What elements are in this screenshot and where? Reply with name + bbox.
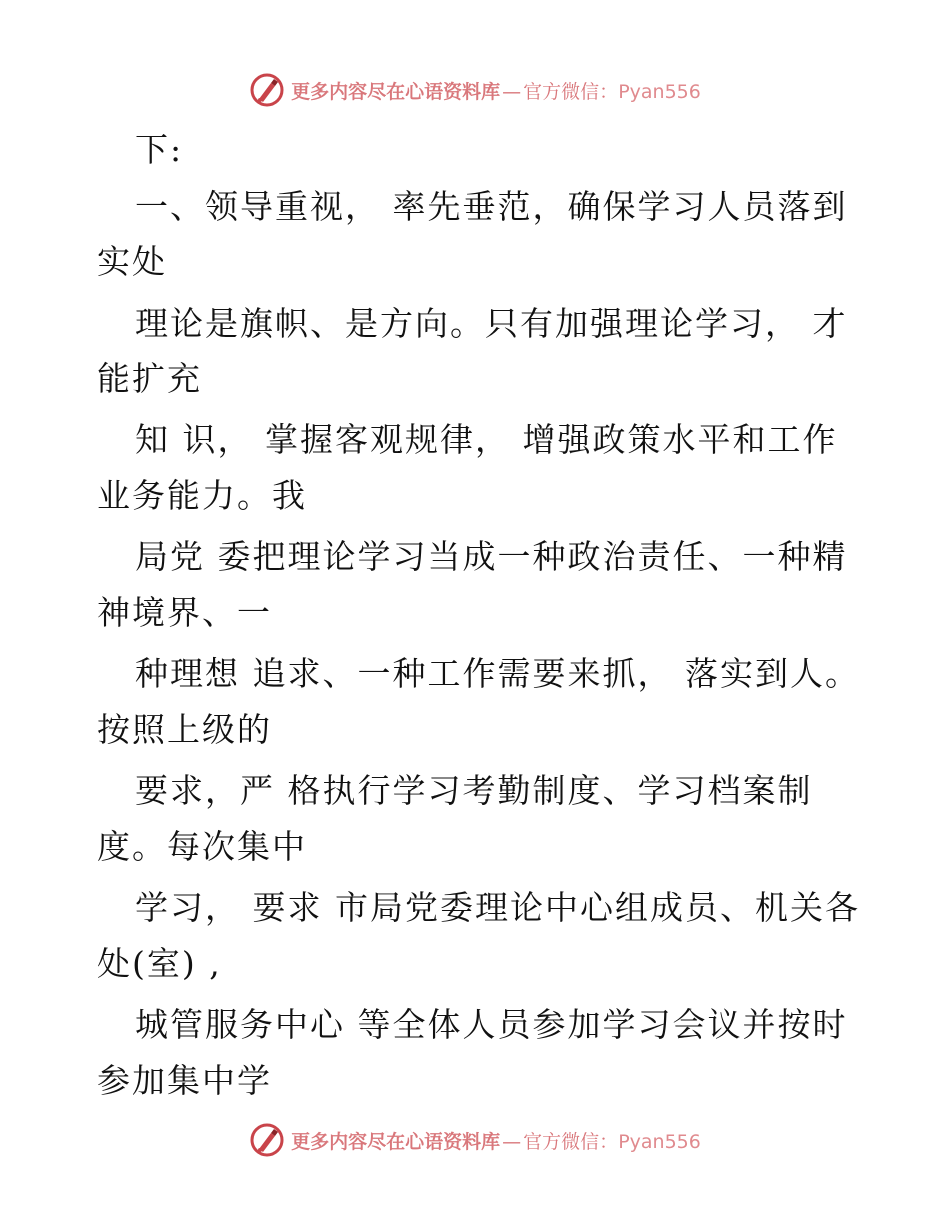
- watermark-site-text: 更多内容尽在心语资料库: [291, 1130, 501, 1153]
- text-line: 参加集中学: [97, 1061, 272, 1100]
- watermark-text: [291, 1127, 701, 1154]
- watermark-wechat-id: Pyan556: [618, 1130, 701, 1153]
- text-line: 度。每次集中: [97, 827, 307, 866]
- text-line: 按照上级的: [97, 710, 272, 749]
- text-line: 神境界、一: [97, 593, 272, 632]
- header-watermark: [0, 70, 950, 110]
- text-line: 种理想 追求、一种工作需要来抓， 落实到人。: [135, 654, 860, 693]
- watermark-text: [291, 77, 701, 104]
- watermark-wechat-label: 官方微信：: [523, 1130, 619, 1153]
- pen-logo-icon: [249, 72, 285, 108]
- text-line: 城管服务中心 等全体人员参加学习会议并按时: [135, 1005, 848, 1044]
- text-line: 学习， 要求 市局党委理论中心组成员、机关各: [135, 888, 860, 927]
- text-line: 要求，严 格执行学习考勤制度、学习档案制: [135, 771, 813, 810]
- watermark-separator: —: [502, 1130, 522, 1153]
- watermark-wechat-label: 官方微信：: [523, 80, 619, 103]
- text-line: 下:: [135, 130, 184, 169]
- pen-logo-icon: [249, 1122, 285, 1158]
- text-line: 知 识， 掌握客观规律， 增强政策水平和工作: [135, 420, 838, 459]
- footer-watermark: [0, 1120, 950, 1160]
- text-line: 能扩充: [97, 359, 202, 398]
- watermark-site-text: 更多内容尽在心语资料库: [291, 80, 501, 103]
- text-line: 局党 委把理论学习当成一种政治责任、一种精: [135, 537, 848, 576]
- text-line: 处(室) ,: [97, 944, 222, 983]
- text-line: 实处: [97, 242, 167, 281]
- text-line: 业务能力。我: [97, 476, 307, 515]
- watermark-separator: —: [502, 80, 522, 103]
- text-line: 理论是旗帜、是方向。只有加强理论学习， 才: [135, 304, 848, 343]
- watermark-wechat-id: Pyan556: [618, 80, 701, 103]
- text-line: 一、领导重视， 率先垂范，确保学习人员落到: [135, 187, 848, 226]
